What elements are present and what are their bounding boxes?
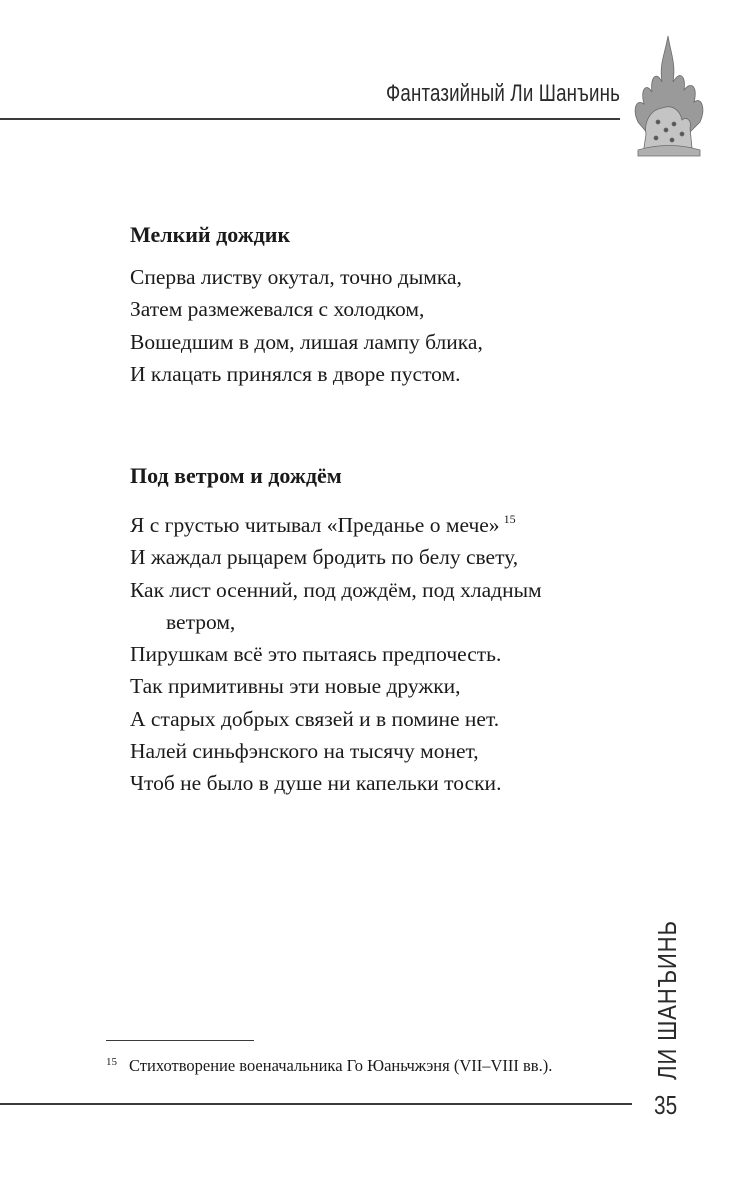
verse-line: Сперва листву окутал, точно дымка, — [130, 265, 462, 289]
footnote — [106, 1056, 552, 1076]
footer-rule — [0, 1103, 632, 1105]
footnote-number: 15 — [106, 1056, 117, 1068]
verse-line: И жаждал рыцарем бродить по белу свету, — [130, 545, 519, 570]
dragon-sculpture-icon — [628, 30, 708, 160]
side-author-label: ЛИ ШАНЪИНЬ — [652, 920, 682, 1080]
verse-line: Налей синьфэнского на тысячу монет, — [130, 739, 479, 764]
footnote-reference: 15 — [503, 512, 516, 526]
verse-line: Так примитивны эти новые дружки, — [130, 674, 461, 699]
verse-line: Пирушкам всё это пытаясь предпочесть. — [130, 642, 502, 667]
poem-body-2 — [130, 503, 542, 800]
poem-title-2: Под ветром и дождём — [130, 463, 342, 488]
verse-line — [130, 503, 542, 541]
footnote-text: Стихотворение военачальника Го Юаньчжэня (VII–VIII вв.). — [129, 1056, 553, 1075]
verse-line: Как лист осенний, под дождём, под хладным — [130, 577, 542, 602]
verse-line-continuation: ветром, — [166, 609, 236, 634]
running-title: Фантазийный Ли Шанъинь — [385, 80, 620, 107]
verse-line: И клацать принялся в дворе пустом. — [130, 361, 461, 386]
verse-line: Чтоб не было в душе ни капельки тоски. — [130, 771, 502, 796]
verse-line: Затем размежевался с холодком, — [130, 297, 425, 322]
poem-body-1 — [130, 261, 483, 390]
header-rule — [0, 118, 620, 120]
verse-line: Вошедшим в дом, лишая лампу блика, — [130, 329, 483, 354]
verse-line-text: Я с грустью читывал «Преданье о мече» — [130, 513, 500, 537]
page-number: 35 — [654, 1090, 678, 1120]
verse-line: А старых добрых связей и в помине нет. — [130, 706, 500, 731]
footnote-rule — [106, 1040, 254, 1041]
poem-title-1: Мелкий дождик — [130, 222, 291, 247]
